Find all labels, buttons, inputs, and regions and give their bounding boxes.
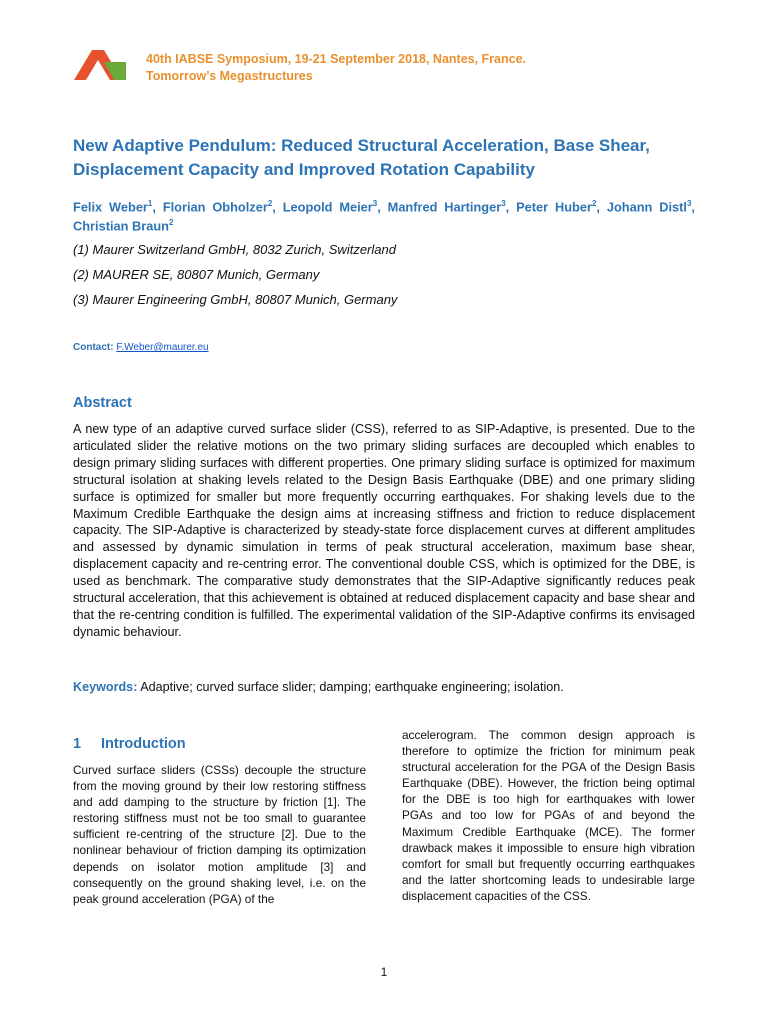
section-title: Introduction: [101, 736, 186, 752]
author-name: Leopold Meier: [282, 199, 373, 215]
conference-header: [146, 51, 526, 85]
section-heading-introduction: [73, 736, 186, 752]
section-number: 1: [73, 736, 82, 752]
author-name: Felix Weber: [73, 199, 148, 215]
abstract-heading: Abstract: [73, 395, 132, 411]
affiliation-list: [73, 240, 397, 315]
author-name: Johann Distl: [606, 199, 687, 215]
author-affiliation-mark: 1: [147, 199, 153, 208]
author-affiliation-mark: 3: [686, 199, 692, 208]
author-name: Florian Obholzer: [162, 199, 268, 215]
affiliation-3: (3) Maurer Engineering GmbH, 80807 Munich, Germany: [73, 292, 398, 307]
affiliation-2: (2) MAURER SE, 80807 Munich, Germany: [73, 267, 320, 282]
keywords-label: Keywords:: [73, 680, 138, 694]
paper-title: New Adaptive Pendulum: Reduced Structural Acceleration, Base Shear, Displacement Capacity and Improved Rotation Capability: [73, 136, 650, 179]
author-affiliation-mark: 2: [591, 199, 597, 208]
author-list: Felix Weber$^1$, Florian Obholzer$^2$, Leopold Meier$^3$, Manfred Hartinger$^3$, Peter Huber$^2$, Johann Distl$^3$, Christian Braun$^2$: [73, 199, 695, 234]
keywords-line: [73, 680, 564, 694]
contact-email-link[interactable]: F.Weber@maurer.eu: [116, 342, 209, 353]
contact-label: Contact:: [73, 342, 114, 353]
contact-line: [73, 342, 209, 353]
author-affiliation-mark: 2: [169, 218, 174, 228]
author-affiliation-mark: 2: [267, 199, 273, 208]
author-affiliation-mark: 3: [372, 199, 378, 208]
author-name: Christian Braun: [73, 218, 169, 234]
author-name: Manfred Hartinger: [387, 199, 502, 215]
iabse-logo-icon: [74, 50, 126, 80]
keywords-text: Adaptive; curved surface slider; damping; earthquake engineering; isolation.: [140, 680, 564, 694]
intro-left-column: Curved surface sliders (CSSs) decouple the structure from the moving ground by their low restoring stiffness and add damping to the structure by friction [1]. The restoring stiffness must not be too small to guarantee sufficient re-centring of the structure [2]. Due to the nonlinear behaviour of friction damping its optimization depends on isolator motion amplitude [3] and consequently on the ground shaking level, i.e. on the peak ground acceleration (PGA) of the: [73, 763, 366, 906]
author-affiliation-mark: 3: [501, 199, 506, 208]
author-name: Peter Huber: [516, 199, 592, 215]
conference-line-2: Tomorrow’s Megastructures: [146, 69, 313, 83]
page-number: 1: [380, 965, 388, 979]
intro-right-column: accelerogram. The common design approach is therefore to optimize the friction for minimum peak structural acceleration for the PGA of the Design Basis Earthquake (DBE). However, the friction being optimal for the DBE is too high for earthquakes with lower PGAs and too low for PGAs of and beyond the Maximum Credible Earthquake (MCE). The former drawback makes it impossible to ensure high vibration comfort for small but frequently occurring earthquakes and the latter shortcoming leads to undesirable large displacement capacities of the CSS.: [402, 728, 695, 903]
conference-line-1: 40th IABSE Symposium, 19-21 September 2018, Nantes, France.: [146, 52, 527, 66]
abstract-text: A new type of an adaptive curved surface slider (CSS), referred to as SIP-Adaptive, is presented. Due to the articulated slider the relative motions on the two primary sliding surfaces are decoupled which enables to design primary sliding surfaces with different properties. One primary sliding surface is optimized for maximum structural isolation at shaking levels related to the Design Basis Earthquake (DBE) and one primary sliding surface is optimized for smaller but more frequently occurring earthquakes. For shaking levels due to the Maximum Credible Earthquake the design aims at increasing stiffness and friction to reduce displacement capacity. The SIP-Adaptive is characterized by steady-state force displacement curves at different amplitudes and assessed by dynamic simulation in terms of peak structural acceleration, maximum base shear, displacement capacity and re-centring error. The conventional double CSS, which is optimized for the DBE, is used as benchmark. The comparative study demonstrates that the SIP-Adaptive significantly reduces peak structural acceleration, that this achievement is obtained at reduced displacement capacity and base shear and that the re-centring condition is fulfilled. The experimental validation of the SIP-Adaptive confirms its envisaged dynamic behaviour.: [73, 422, 695, 639]
affiliation-1: (1) Maurer Switzerland GmbH, 8032 Zurich, Switzerland: [73, 242, 396, 257]
